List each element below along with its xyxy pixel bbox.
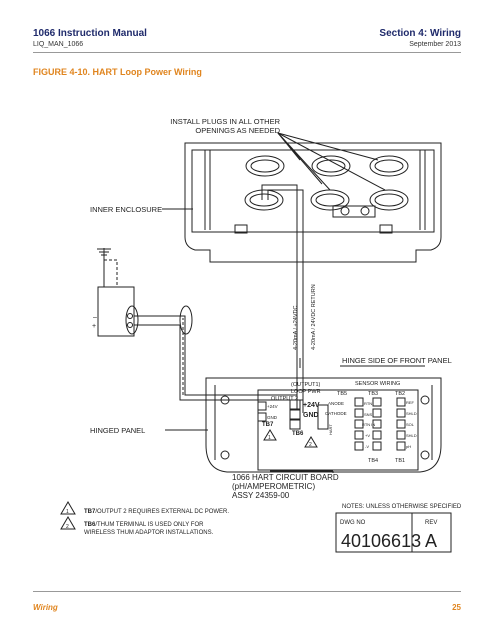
- tb6-label: TB6: [292, 431, 304, 437]
- note2-num: 2: [66, 524, 69, 530]
- v-minus-label: -V: [365, 444, 369, 449]
- footer-section-name: Wiring: [33, 603, 58, 612]
- board-title-3: ASSY 24359-00: [232, 491, 290, 500]
- rev-label: REV: [425, 520, 438, 526]
- install-plugs-label-2: OPENINGS AS NEEDED: [195, 126, 280, 135]
- wire-supply-pos: [134, 325, 303, 400]
- tb7-pin-1: [258, 402, 266, 410]
- out2-pin-a: +24V: [267, 404, 278, 409]
- wire-pos-label: 4-20mA / +24VDC: [293, 305, 299, 350]
- shield-drain-wire: [104, 260, 117, 287]
- supply-plus-label: +: [92, 323, 97, 330]
- sol-label: SOL: [406, 422, 415, 427]
- out2-pin-b: GND: [267, 415, 277, 420]
- output2-label: OUTPUT 2: [271, 396, 299, 402]
- section-date: September 2013: [409, 41, 461, 48]
- gland-plug-3: [375, 160, 403, 172]
- tb1-label: TB1: [395, 458, 406, 464]
- wire-supply-neg: [134, 316, 297, 395]
- gnd-label: GND: [303, 412, 319, 419]
- panel-screw-bl: [221, 451, 229, 459]
- shld-label: SHLD: [406, 411, 417, 416]
- tb4-label: TB4: [368, 458, 379, 464]
- note2-text-2: WIRELESS THUM ADAPTOR INSTALLATIONS.: [84, 530, 214, 536]
- power-supply: [98, 287, 134, 336]
- tb5-label: TB5: [337, 391, 348, 397]
- tb6-pin-3: [290, 420, 300, 429]
- tb2-pin-1: [397, 398, 405, 406]
- leader-plug-4: [278, 133, 385, 190]
- tb5-pin-2: [355, 409, 363, 417]
- notes-header: NOTES: UNLESS OTHERWISE SPECIFIED: [342, 504, 462, 510]
- dwg-label: DWG NO: [340, 520, 366, 526]
- tb5-pin-4: [355, 431, 363, 439]
- tb2-pin-5: [397, 442, 405, 450]
- wire-ret-label: 4-20mA / 24VDC RETURN: [311, 284, 317, 350]
- note1-num: 1: [66, 509, 69, 515]
- wire-loop-ret: [268, 190, 303, 413]
- manual-code: LIQ_MAN_1066: [33, 41, 84, 48]
- sensor-wiring-label: SENSOR WIRING: [355, 381, 401, 387]
- supply-minus-label: –: [93, 314, 97, 321]
- manual-title: 1066 Instruction Manual: [33, 28, 147, 39]
- cathode-label: CATHODE: [325, 411, 347, 416]
- note2-num-board: 2: [309, 442, 312, 448]
- cable-shield-right: [180, 306, 192, 334]
- board-title-2: (pH/AMPEROMETRIC): [232, 482, 316, 491]
- shld-label-2: SHLD: [406, 433, 417, 438]
- gland-plug-4: [250, 194, 278, 206]
- install-plugs-label-1: INSTALL PLUGS IN ALL OTHER: [170, 117, 280, 126]
- cable-shield-left: [126, 306, 138, 334]
- tb7-label: TB7: [262, 422, 274, 428]
- note1-num-board: 1: [268, 435, 271, 441]
- output1-label-1: (OUTPUT1): [291, 382, 321, 388]
- tb5-pin-5: [355, 442, 363, 450]
- tb6-pin-2: [290, 410, 300, 419]
- enclosure-outline: [185, 143, 441, 262]
- tb3-label: TB3: [368, 391, 379, 397]
- inner-enclosure-label: INNER ENCLOSURE: [90, 205, 163, 214]
- gland-plug-6: [375, 194, 403, 206]
- gland-opening-6: [370, 190, 408, 210]
- rtn-in-label: RTN IN: [362, 422, 376, 427]
- dwg-number: 40106613: [341, 531, 422, 551]
- tb7-pin-2: [258, 413, 266, 421]
- hinged-panel-label: HINGED PANEL: [90, 426, 146, 435]
- panel-screw-tr: [421, 396, 429, 404]
- sns-label: SNS: [364, 412, 373, 417]
- gland-opening-2: [312, 156, 350, 176]
- terminal-plus: [128, 323, 133, 328]
- ref-label: REF: [406, 400, 414, 405]
- hart-label: HART: [328, 424, 333, 435]
- rtn-label: RTN: [364, 401, 373, 406]
- ground-screw-right: [361, 207, 369, 215]
- plus24-label: +24V: [303, 402, 320, 409]
- hinge-side-label: HINGE SIDE OF FRONT PANEL: [342, 356, 452, 365]
- tb2-pin-4: [397, 431, 405, 439]
- ground-screw-left: [341, 207, 349, 215]
- tb3-pin-4: [373, 431, 381, 439]
- output1-label-2: LOOP PWR: [291, 389, 321, 395]
- panel-screw-br: [421, 451, 429, 459]
- gland-opening-4: [245, 190, 283, 210]
- gland-opening-1: [246, 156, 284, 176]
- tb3-pin-1: [373, 398, 381, 406]
- gland-plug-1: [251, 160, 279, 172]
- tb5-pin-1: [355, 398, 363, 406]
- rev-value: A: [425, 531, 438, 551]
- note1-text: TB7/OUTPUT 2 REQUIRES EXTERNAL DC POWER.: [84, 509, 230, 515]
- tb3-pin-5: [373, 442, 381, 450]
- tb2-pin-2: [397, 409, 405, 417]
- page-number: 25: [452, 603, 461, 612]
- footer-rule: [33, 591, 461, 592]
- terminal-minus: [128, 314, 133, 319]
- tb2-label: TB2: [395, 391, 406, 397]
- anode-label: ANODE: [328, 401, 345, 406]
- v-plus-label: +V: [365, 433, 371, 438]
- figure-caption: FIGURE 4-10. HART Loop Power Wiring: [33, 67, 202, 77]
- board-title-1: 1066 HART CIRCUIT BOARD: [232, 473, 339, 482]
- tb2-pin-3: [397, 420, 405, 428]
- section-title: Section 4: Wiring: [379, 28, 461, 39]
- wire-loop-pos: [262, 185, 297, 410]
- tb3-pin-2: [373, 409, 381, 417]
- note2-text: TB6/THUM TERMINAL IS USED ONLY FOR: [84, 522, 204, 528]
- gland-plug-5: [316, 194, 344, 206]
- ph-label: pH: [406, 444, 412, 449]
